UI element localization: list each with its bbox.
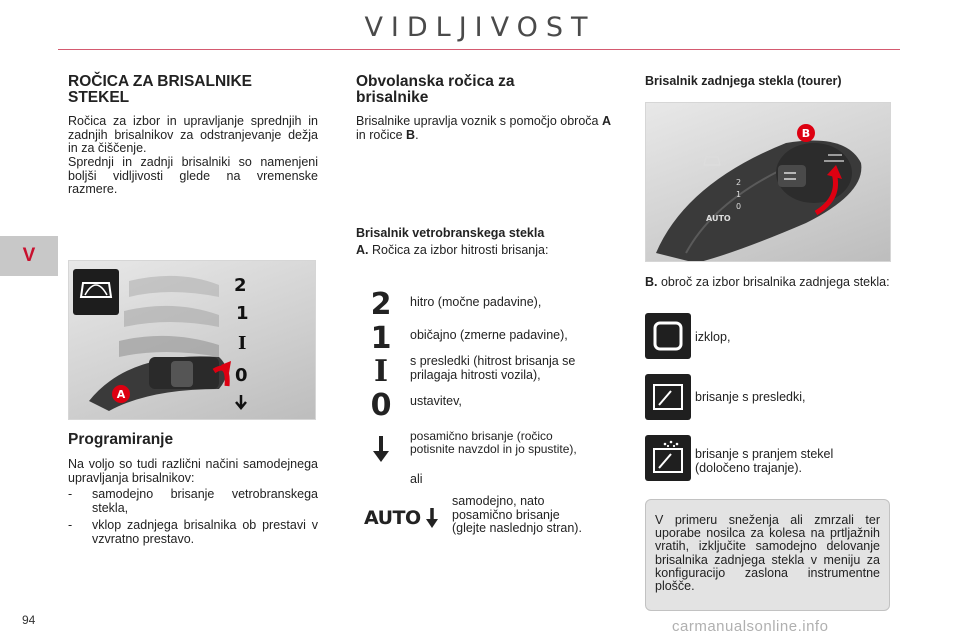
- speed-text-0: ustavitev,: [410, 394, 462, 408]
- rear-stalk-illustration: [646, 103, 891, 262]
- auto-down-arrow-icon: [424, 506, 440, 530]
- intermittent-wipe-icon: [645, 374, 691, 420]
- purpose-paragraph: Sprednji in zadnji brisalniki so namenjeni boljši vidljivosti glede na vremenske razmere.: [68, 155, 318, 196]
- front-wiper-stalk-photo: [68, 260, 316, 420]
- rear-wiper-stalk-photo: [645, 102, 891, 262]
- speed-symbol-2: 2: [370, 287, 392, 322]
- photo-front-wiper-icon: [704, 157, 720, 165]
- winter-note-box: [645, 499, 890, 611]
- page-number: 94: [22, 613, 36, 627]
- rear-wiper-heading: Brisalnik zadnjega stekla (tourer): [645, 74, 842, 88]
- wash-wipe-text: brisanje s pranjem stekel (določeno trajanje).: [695, 447, 834, 475]
- steering-stalk-intro: Brisalnike upravlja voznik s pomočjo obroča A in ročice B.: [356, 114, 611, 142]
- list-item: - vklop zadnjega brisalnika ob prestavi v vzvratno prestavo.: [68, 518, 318, 546]
- wash-wipe-icon: [645, 435, 691, 481]
- photo-speed-0: 0: [235, 365, 248, 386]
- photo-single-wipe-arrow-icon: [236, 395, 246, 408]
- intermittent-wipe-text: brisanje s presledki,: [695, 390, 806, 404]
- wiper-stalk-heading: ROČICA ZA BRISALNIKE STEKEL: [68, 73, 252, 106]
- programming-heading: Programiranje: [68, 431, 174, 448]
- photo-speed-1: 1: [736, 190, 742, 199]
- speed-symbol-0: 0: [370, 388, 392, 423]
- off-icon: [645, 313, 691, 359]
- auto-symbol: [364, 506, 440, 530]
- speed-text-interval: s presledki (hitrost brisanja se prilagaja hitrosti vozila),: [410, 354, 576, 382]
- photo-speed-2: 2: [736, 178, 742, 187]
- a-badge-label: A: [116, 388, 126, 401]
- photo-speed-1: 1: [236, 303, 249, 324]
- programming-paragraph: Na voljo so tudi različni načini samodejnega upravljanja brisalnikov:: [68, 457, 318, 485]
- photo-auto-label: AUTO: [706, 214, 731, 223]
- stalk-illustration: [69, 261, 316, 420]
- programming-list: [68, 488, 318, 546]
- off-text: izklop,: [695, 330, 731, 344]
- speed-text-1: običajno (zmerne padavine),: [410, 328, 568, 342]
- photo-speed-interval: I: [238, 333, 247, 354]
- b-badge-label: B: [801, 127, 811, 140]
- photo-speed-0: 0: [736, 202, 742, 211]
- single-wipe-text: posamično brisanje (ročico potisnite navzdol in jo spustite),: [410, 429, 577, 456]
- steering-stalk-heading: Obvolanska ročica za brisalnike: [356, 73, 515, 106]
- down-arrow-icon: [370, 434, 392, 464]
- intro-paragraph: Ročica za izbor in upravljanje sprednjih in zadnjih brisalnikov za odstranjevanje dežja in za čiščenje.: [68, 114, 318, 155]
- windscreen-wiper-icon: [73, 269, 119, 315]
- section-tab: V: [0, 236, 58, 276]
- ring-a-description: A. Ročica za izbor hitrosti brisanja:: [356, 243, 549, 257]
- or-text: ali: [410, 472, 423, 486]
- auto-label: AUTO: [364, 507, 421, 529]
- front-wiper-heading: Brisalnik vetrobranskega stekla: [356, 226, 545, 240]
- ring-b-description: B. obroč za izbor brisalnika zadnjega stekla:: [645, 275, 890, 289]
- photo-speed-2: 2: [234, 275, 247, 296]
- speed-symbol-interval: I: [373, 354, 389, 389]
- page-title: VIDLJIVOST: [364, 12, 596, 43]
- watermark: carmanualsonline.info: [672, 618, 829, 635]
- speed-symbol-1: 1: [370, 321, 392, 356]
- title-divider: [58, 49, 900, 50]
- list-item: - samodejno brisanje vetrobranskega stekla,: [68, 487, 318, 515]
- auto-wipe-text: samodejno, nato posamično brisanje (glejte naslednjo stran).: [452, 494, 582, 535]
- speed-text-2: hitro (močne padavine),: [410, 295, 542, 309]
- winter-note-text: V primeru sneženja ali zmrzali ter uporabe nosilca za kolesa na prtljažnih vratih, izključite samodejno delovanje brisalnika zadnjega stekla v meniju za konfiguracijo zaslona instrumentne plošče.: [655, 513, 880, 594]
